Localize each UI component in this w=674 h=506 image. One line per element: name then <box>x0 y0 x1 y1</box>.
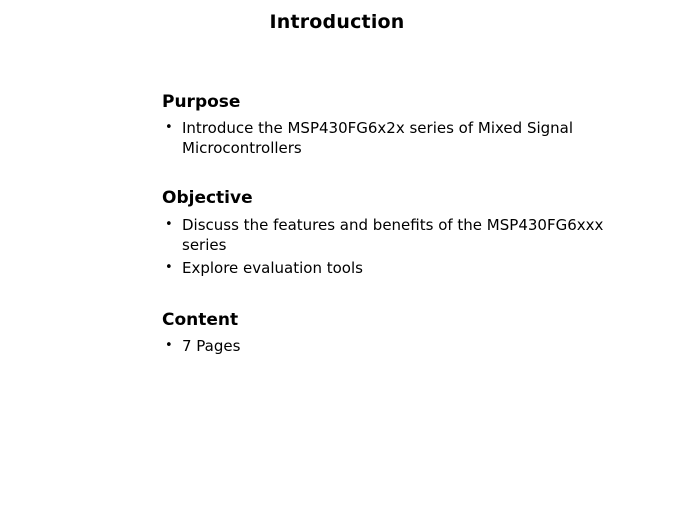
spacer <box>162 180 642 188</box>
bullet-icon: • <box>165 259 173 275</box>
bullet-icon: • <box>165 338 173 354</box>
page-title: Introduction <box>269 11 405 33</box>
list-item <box>162 258 642 278</box>
list-item-text: 7 Pages <box>182 337 241 356</box>
list-item-text: Explore evaluation tools <box>182 258 363 277</box>
section-heading-purpose: Purpose <box>162 92 241 112</box>
section-content <box>162 310 642 356</box>
list-item <box>162 215 642 255</box>
section-objective <box>162 188 642 277</box>
section-purpose <box>162 92 642 158</box>
list-item-text: Introduce the MSP430FG6x2x series of Mixed Signal Microcontrollers <box>182 119 574 158</box>
bullet-icon: • <box>165 120 173 136</box>
list-item <box>162 118 642 158</box>
bullet-icon: • <box>165 216 173 232</box>
section-heading-objective: Objective <box>162 188 253 209</box>
section-heading-content: Content <box>162 309 239 330</box>
spacer <box>162 300 642 310</box>
bullet-list-content <box>162 336 642 356</box>
list-item <box>162 336 642 356</box>
list-item-text: Discuss the features and benefits of the MSP430FG6xxx series <box>182 215 604 254</box>
bullet-list-purpose <box>162 118 642 158</box>
bullet-list-objective <box>162 215 642 278</box>
slide-body <box>162 92 642 356</box>
